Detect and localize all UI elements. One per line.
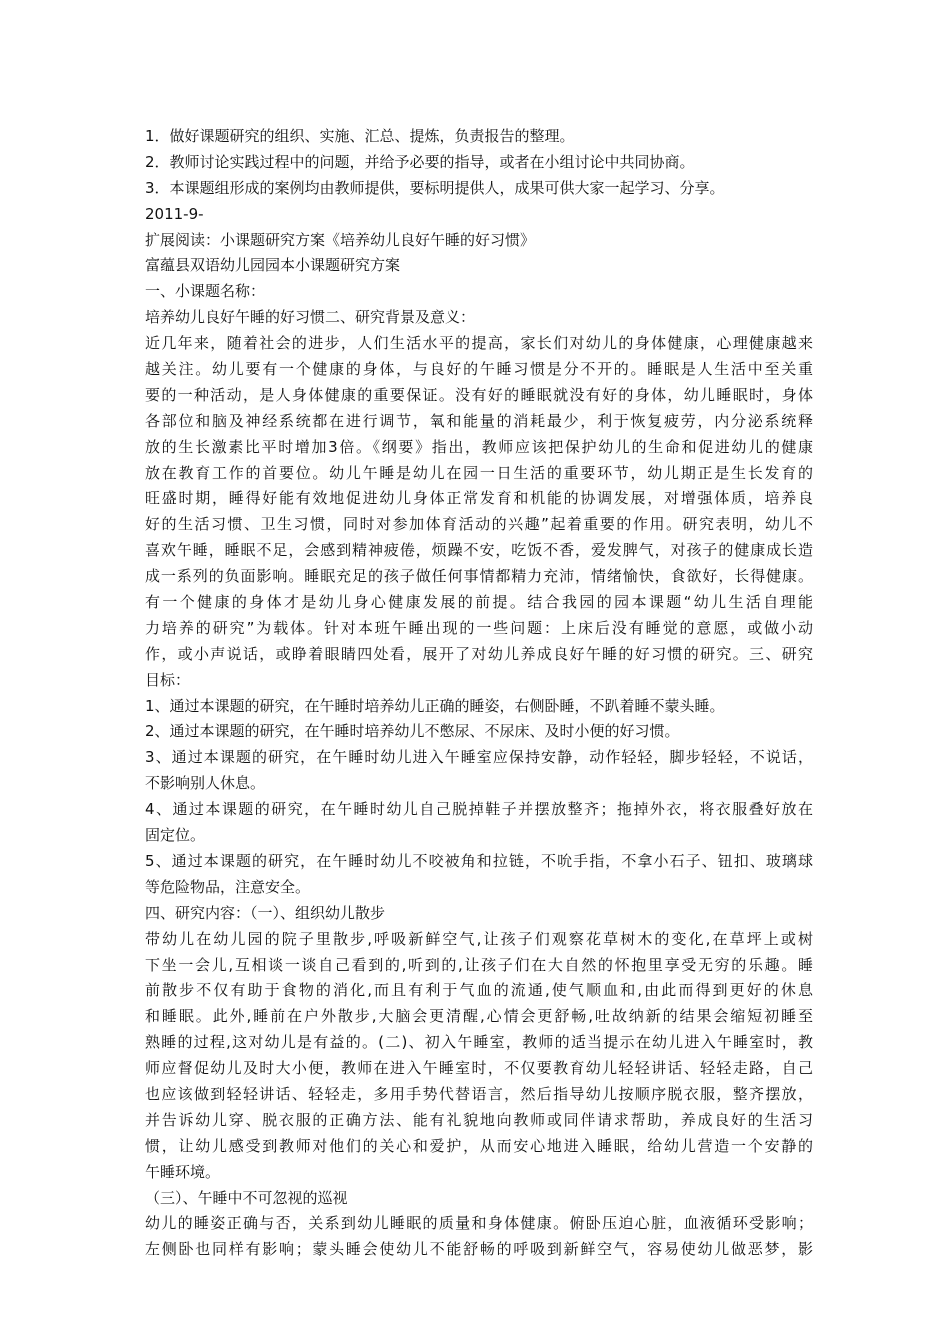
text-line: 成一系列的负面影响。睡眠充足的孩子做任何事情都精力充沛，情绪愉快，食欲好，长得健康。 [145,567,813,586]
text-line: 越关注。幼儿要有一个健康的身体，与良好的午睡习惯是分不开的。睡眠是人生活中至关重 [145,360,813,379]
text-line: 3、通过本课题的研究，在午睡时幼儿进入午睡室应保持安静，动作轻轻，脚步轻轻，不说话， [145,748,813,767]
text-line: 也应该做到轻轻讲话、轻轻走，多用手势代替语言，然后指导幼儿按顺序脱衣服，整齐摆放， [145,1084,813,1103]
text-line: 旺盛时期，睡得好能有效地促进幼儿身体正常发育和机能的协调发展，对增强体质，培养良 [145,489,813,508]
text-line: （三）、午睡中不可忽视的巡视 [145,1188,348,1207]
text-line: 培养幼儿良好午睡的好习惯二、研究背景及意义： [145,308,476,327]
text-line: 放的生长激素比平时增加3倍。《纲要》指出，教师应该把保护幼儿的生命和促进幼儿的健康 [145,437,813,456]
text-line: 目标： [145,670,191,689]
text-line: 力培养的研究”为载体。针对本班午睡出现的一些问题：上床后没有睡觉的意愿，或做小动 [145,618,813,637]
text-line: 5、通过本课题的研究，在午睡时幼儿不咬被角和拉链，不吮手指，不拿小石子、钮扣、玻璃球 [145,851,813,870]
text-line: 1．做好课题研究的组织、实施、汇总、提炼，负责报告的整理。 [145,127,575,145]
text-line: 固定位。 [145,826,206,845]
text-line: 左侧卧也同样有影响；蒙头睡会使幼儿不能舒畅的呼吸到新鲜空气，容易使幼儿做恶梦，影 [145,1240,813,1259]
text-line: 好的生活习惯、卫生习惯，同时对参加体育活动的兴趣”起着重要的作用。研究表明，幼儿不 [145,515,813,534]
text-line: 和睡眠。此外,睡前在户外散步,大脑会更清醒,心情会更舒畅,吐故纳新的结果会缩短初睡至 [145,1007,813,1026]
text-line: 作，或小声说话，或睁着眼睛四处看，展开了对幼儿养成良好午睡的好习惯的研究。三、研究 [145,644,813,663]
document-body [145,124,813,1263]
text-line: 有一个健康的身体才是幼儿身心健康发展的前提。结合我园的园本课题“幼儿生活自理能 [145,593,813,612]
text-line: 3．本课题组形成的案例均由教师提供，要标明提供人，成果可供大家一起学习、分享。 [145,178,725,197]
text-line: 喜欢午睡，睡眠不足，会感到精神疲倦，烦躁不安，吃饭不香，爱发脾气，对孩子的健康成长造 [145,541,813,560]
text-line: 富蕴县双语幼儿园园本小课题研究方案 [145,256,401,275]
text-line: 1、通过本课题的研究，在午睡时培养幼儿正确的睡姿，右侧卧睡，不趴着睡不蒙头睡。 [145,696,725,715]
text-line: 不影响别人休息。 [145,774,266,793]
text-line: 2011-9- [145,204,204,223]
text-line: 幼儿的睡姿正确与否，关系到幼儿睡眠的质量和身体健康。俯卧压迫心脏，血液循环受影响； [145,1214,813,1233]
text-line: 师应督促幼儿及时大小便，教师在进入午睡室时，不仅要教育幼儿轻轻讲话、轻轻走路，自己 [145,1059,813,1078]
text-line: 一、小课题名称： [145,282,266,301]
text-line: 扩展阅读：小课题研究方案《培养幼儿良好午睡的好习惯》 [145,230,536,249]
text-line: 并告诉幼儿穿、脱衣服的正确方法、能有礼貌地向教师或同伴请求帮助，养成良好的生活习 [145,1110,813,1129]
text-line: 各部位和脑及神经系统都在进行调节，氧和能量的消耗最少，利于恢复疲劳，内分泌系统释 [145,411,813,430]
text-line: 带幼儿在幼儿园的院子里散步,呼吸新鲜空气,让孩子们观察花草树木的变化,在草坪上或树 [145,929,813,948]
text-line: 放在教育工作的首要位。幼儿午睡是幼儿在园一日生活的重要环节，幼儿期正是生长发育的 [145,463,813,482]
text-line: 近几年来，随着社会的进步，人们生活水平的提高，家长们对幼儿的身体健康，心理健康越来 [145,334,813,353]
text-line: 午睡环境。 [145,1162,221,1181]
text-line: 2．教师讨论实践过程中的问题，并给予必要的指导，或者在小组讨论中共同协商。 [145,152,695,171]
text-line: 四、研究内容：（一）、组织幼儿散步 [145,903,386,922]
text-line: 2、通过本课题的研究，在午睡时培养幼儿不憋尿、不尿床、及时小便的好习惯。 [145,722,680,741]
text-line: 前散步不仅有助于食物的消化,而且有利于气血的流通,使气顺血和,由此而得到更好的休息 [145,981,813,1000]
text-line: 下坐一会儿,互相谈一谈自己看到的,听到的,让孩子们在大自然的怀抱里享受无穷的乐趣。睡 [145,955,813,974]
text-line: 4、通过本课题的研究，在午睡时幼儿自己脱掉鞋子并摆放整齐；拖掉外衣，将衣服叠好放在 [145,800,813,819]
text-line: 等危险物品，注意安全。 [145,877,311,896]
text-line: 要的一种活动，是人身体健康的重要保证。没有好的睡眠就没有好的身体，幼儿睡眠时，身体 [145,385,813,404]
text-line: 熟睡的过程,这对幼儿是有益的。(二)、初入午睡室，教师的适当提示在幼儿进入午睡室时，教 [145,1033,813,1052]
text-line: 惯，让幼儿感受到教师对他们的关心和爱护，从而安心地进入睡眠，给幼儿营造一个安静的 [145,1136,813,1155]
